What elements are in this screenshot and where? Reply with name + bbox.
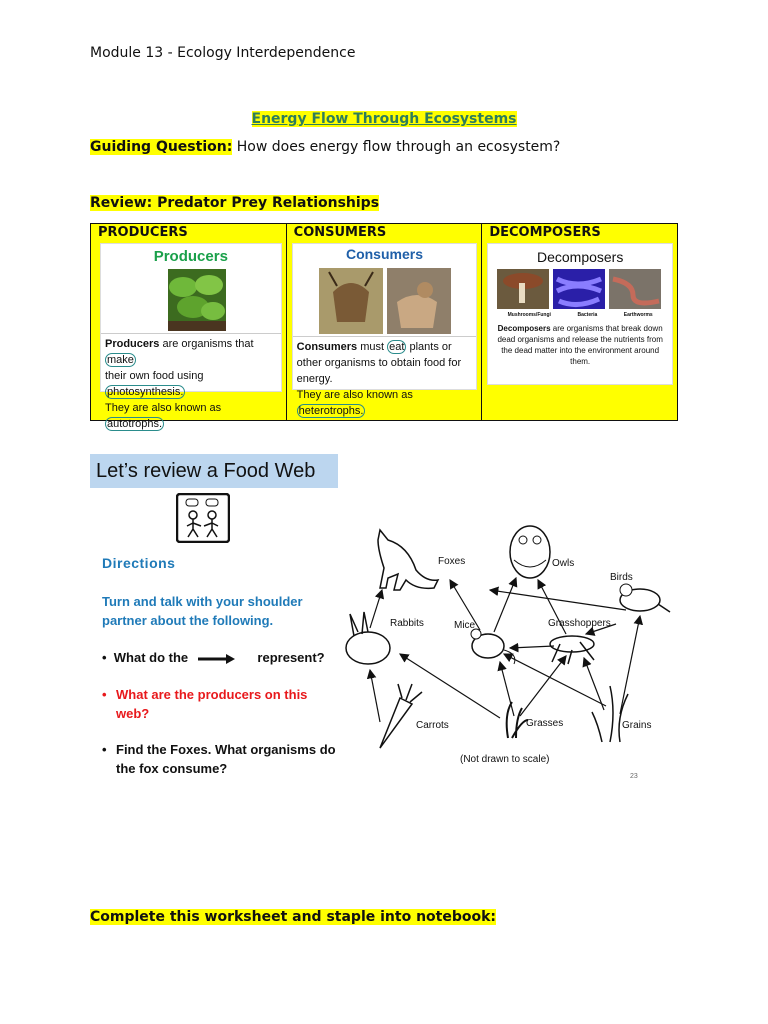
label-grains: Grains — [622, 720, 652, 731]
directions-heading: Directions — [102, 555, 176, 571]
consumers-cell — [286, 224, 482, 421]
not-to-scale-note: (Not drawn to scale) — [460, 754, 550, 765]
producers-cell — [91, 224, 287, 430]
seedling-image — [101, 265, 286, 333]
deer-image — [293, 262, 478, 336]
producers-definition: Producers are organisms that make their own food using photosynthesis. They are also known as autotrophs. — [101, 333, 281, 434]
worksheet-instruction: Complete this worksheet and staple into notebook: — [90, 909, 497, 925]
producers-card — [100, 243, 282, 430]
producers-heading: PRODUCERS — [98, 225, 188, 240]
page-title: Energy Flow Through Ecosystems — [251, 111, 517, 127]
review-heading: Review: Predator Prey Relationships — [90, 195, 380, 211]
directions-text: Turn and talk with your shoulder partner about the following. — [102, 594, 303, 628]
bird-icon — [620, 584, 670, 612]
decomposer-labels — [488, 311, 672, 319]
consumers-card — [292, 243, 478, 417]
owl-icon — [510, 526, 550, 578]
label-earthworms: Earthworms — [623, 312, 653, 318]
consumers-heading: CONSUMERS — [293, 225, 387, 240]
guiding-question-label: Guiding Question: — [90, 139, 233, 155]
guiding-question — [90, 139, 560, 155]
label-rabbits: Rabbits — [390, 618, 424, 629]
decomposers-card — [487, 243, 673, 385]
question-producers: • What are the producers on this web? — [102, 687, 308, 721]
food-web-diagram — [340, 510, 676, 782]
consumers-definition: Consumers must eat plants or other organisms to obtain food for energy. They are also known as heterotrophs. — [293, 336, 477, 421]
organism-types-table — [90, 223, 678, 430]
label-carrots: Carrots — [416, 720, 449, 731]
module-header: Module 13 - Ecology Interdependence — [90, 45, 356, 61]
decomposers-image — [495, 269, 665, 311]
discussion-icon — [176, 493, 230, 543]
label-grasses: Grasses — [526, 718, 564, 729]
label-owls: Owls — [552, 558, 575, 569]
grasshopper-icon — [550, 636, 594, 664]
label-foxes: Foxes — [438, 556, 466, 567]
label-fungi: Mushrooms/Fungi — [507, 312, 551, 318]
consumers-card-title: Consumers — [345, 246, 423, 262]
question-foxes: • Find the Foxes. What organisms do the fox consume? — [102, 742, 336, 776]
guiding-question-text: How does energy flow through an ecosystem? — [232, 139, 561, 155]
producers-card-title: Producers — [153, 248, 228, 265]
slide-number: 23 — [630, 773, 638, 780]
arrow-symbol-icon — [198, 654, 236, 664]
label-mice: Mice — [454, 620, 476, 631]
carrot-icon — [380, 684, 422, 748]
question-arrows: • What do the represent? — [102, 650, 325, 665]
decomposers-heading: DECOMPOSERS — [489, 225, 601, 240]
grass-icon — [507, 702, 528, 738]
rabbit-icon — [346, 612, 390, 664]
food-web-title: Let’s review a Food Web — [90, 454, 338, 488]
mouse-icon — [471, 629, 515, 664]
label-bacteria: Bacteria — [577, 312, 598, 318]
fox-icon — [378, 530, 438, 590]
label-grasshoppers: Grasshoppers — [548, 618, 611, 629]
decomposers-cell — [482, 224, 678, 421]
label-birds: Birds — [610, 572, 633, 583]
decomposers-card-title: Decomposers — [536, 249, 624, 265]
decomposers-definition: Decomposers are organisms that break down dead organisms and release the nutrients from the dead matter into the environment around them. — [497, 324, 663, 366]
